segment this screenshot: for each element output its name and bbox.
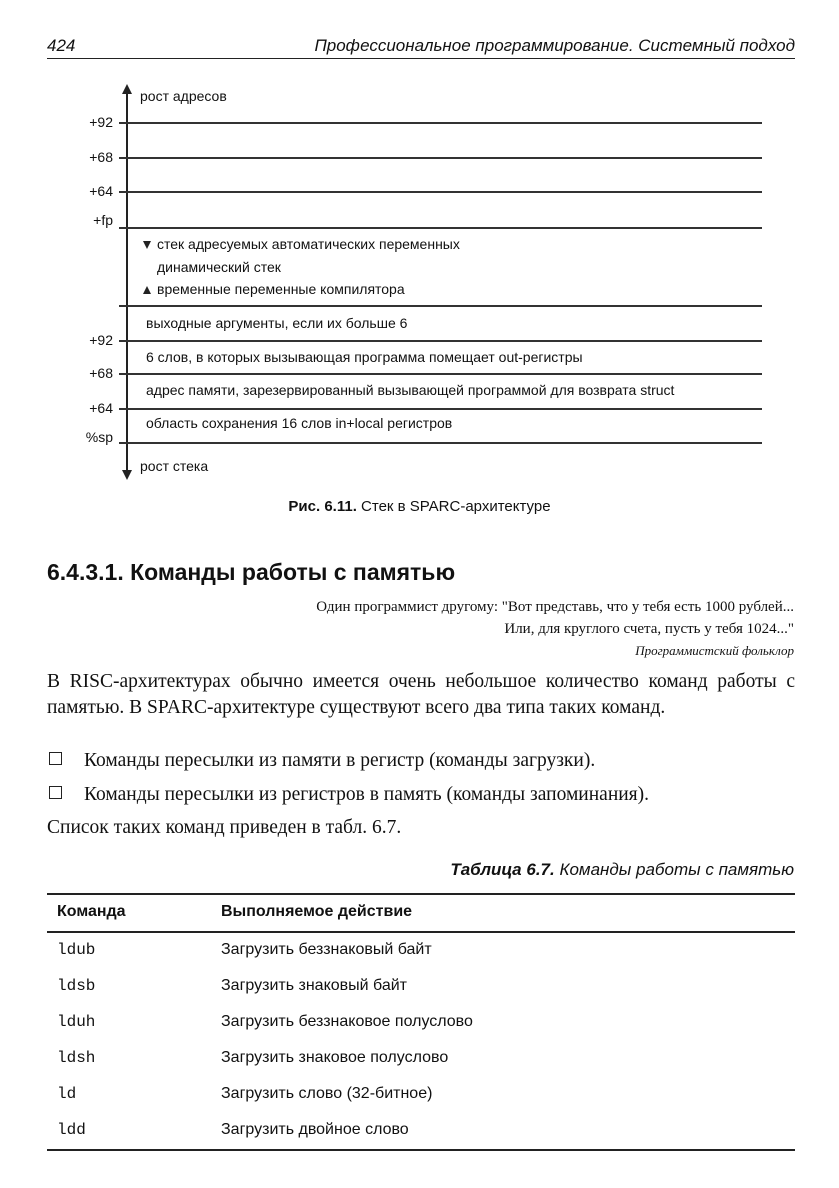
command-cell: ldd bbox=[57, 1120, 86, 1139]
offset-label: %sp bbox=[85, 429, 113, 445]
arrow-down-icon bbox=[122, 470, 132, 480]
figure-caption-text: Стек в SPARC-архитектуре bbox=[361, 498, 551, 515]
body-paragraph: Список таких команд приведен в табл. 6.7. bbox=[47, 817, 402, 838]
table-caption bbox=[450, 860, 794, 880]
command-cell: ldsb bbox=[57, 976, 96, 995]
section-title: 6.4.3.1. Команды работы с памятью bbox=[47, 559, 456, 585]
offset-label: +64 bbox=[89, 400, 113, 416]
checkbox-bullet-icon bbox=[49, 786, 62, 799]
region-label: адрес памяти, зарезервированный вызывающей программой для возврата struct bbox=[146, 382, 675, 398]
epigraph-line: Или, для круглого счета, пусть у тебя 1024..." bbox=[504, 621, 794, 637]
divider-line bbox=[119, 122, 762, 124]
column-header: Команда bbox=[57, 903, 126, 920]
command-cell: lduh bbox=[57, 1012, 96, 1031]
epigraph-line: Один программист другому: "Вот представь, что у тебя есть 1000 рублей... bbox=[316, 599, 794, 615]
down-arrow-icon bbox=[143, 241, 151, 249]
action-cell: Загрузить знаковое полуслово bbox=[221, 1048, 449, 1066]
divider-line bbox=[119, 373, 762, 375]
column-header: Выполняемое действие bbox=[221, 903, 413, 920]
command-cell: ldsh bbox=[57, 1048, 96, 1067]
offset-label: +68 bbox=[89, 365, 113, 381]
offset-label: +fp bbox=[93, 212, 113, 228]
divider-line bbox=[119, 408, 762, 410]
region-label: 6 слов, в которых вызывающая программа помещает out-регистры bbox=[146, 349, 583, 365]
body-paragraph: В RISC-архитектурах обычно имеется очень небольшое количество команд работы с памятью. В SPARC-архитектуре существуют всего два типа таких команд. bbox=[47, 671, 795, 718]
action-cell: Загрузить слово (32-битное) bbox=[221, 1084, 433, 1102]
epigraph bbox=[316, 596, 794, 662]
list-item: Команды пересылки из памяти в регистр (команды загрузки). bbox=[47, 748, 795, 774]
up-arrow-icon bbox=[143, 286, 151, 294]
commands-table bbox=[47, 893, 795, 1151]
table-row bbox=[47, 1005, 795, 1041]
table-row bbox=[47, 1113, 795, 1149]
list-item: Команды пересылки из регистров в память (команды запоминания). bbox=[47, 782, 795, 808]
auto-vars-line: стек адресуемых автоматических переменных bbox=[143, 236, 460, 252]
stack-diagram bbox=[0, 0, 839, 500]
action-cell: Загрузить знаковый байт bbox=[221, 976, 407, 994]
divider-line bbox=[119, 305, 762, 307]
table-row bbox=[47, 1077, 795, 1113]
command-cell: ld bbox=[57, 1084, 77, 1103]
bottom-axis-label: рост стека bbox=[140, 458, 209, 474]
action-cell: Загрузить двойное слово bbox=[221, 1120, 409, 1138]
region-label: выходные аргументы, если их больше 6 bbox=[146, 315, 408, 331]
divider-line bbox=[119, 157, 762, 159]
table-caption-text: Команды работы с памятью bbox=[559, 860, 794, 879]
action-cell: Загрузить беззнаковое полуслово bbox=[221, 1012, 473, 1030]
region-label: область сохранения 16 слов in+local регистров bbox=[146, 415, 453, 431]
table-row bbox=[47, 969, 795, 1005]
table-caption-label: Таблица 6.7. bbox=[450, 860, 555, 879]
divider-line bbox=[119, 191, 762, 193]
table-rule bbox=[47, 1149, 795, 1151]
vertical-axis bbox=[126, 92, 128, 472]
epigraph-attribution: Программистский фольклор bbox=[635, 643, 794, 658]
figure-caption bbox=[0, 498, 839, 515]
table-row bbox=[47, 933, 795, 969]
page-number: 424 bbox=[47, 36, 76, 55]
offset-label: +92 bbox=[89, 114, 113, 130]
divider-line bbox=[119, 227, 762, 229]
running-title: Профессиональное программирование. Системный подход bbox=[314, 36, 795, 55]
checkbox-bullet-icon bbox=[49, 752, 62, 765]
offset-label: +68 bbox=[89, 149, 113, 165]
action-cell: Загрузить беззнаковый байт bbox=[221, 940, 432, 958]
offset-label: +64 bbox=[89, 183, 113, 199]
offset-label: +92 bbox=[89, 332, 113, 348]
command-cell: ldub bbox=[57, 940, 96, 959]
dynamic-stack-line: динамический стек bbox=[157, 259, 281, 275]
table-header-row bbox=[47, 895, 795, 931]
figure-caption-label: Рис. 6.11. bbox=[288, 498, 357, 515]
divider-line bbox=[119, 442, 762, 444]
temp-vars-line: временные переменные компилятора bbox=[143, 281, 405, 297]
top-axis-label: рост адресов bbox=[140, 88, 227, 104]
arrow-up-icon bbox=[122, 84, 132, 94]
divider-line bbox=[119, 340, 762, 342]
table-row bbox=[47, 1041, 795, 1077]
